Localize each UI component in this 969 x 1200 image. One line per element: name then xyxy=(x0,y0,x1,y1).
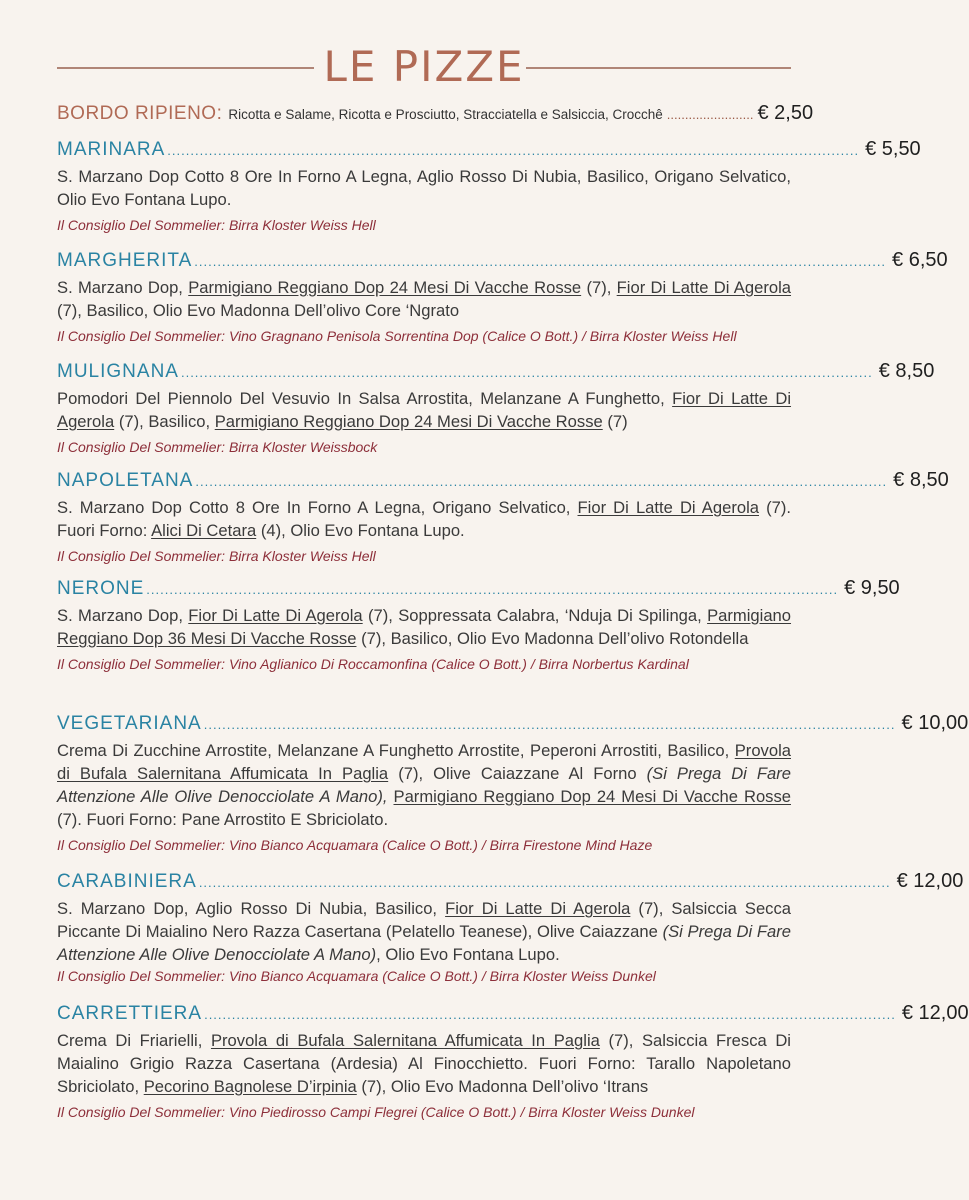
pizza-description: S. Marzano Dop, Fior Di Latte Di Agerola (7), Soppressata Calabra, ‘Nduja Di Spilinga, Parmigiano Reggiano Dop 36 Mesi Di Vacche Rosse (7), Basilico, Olio Evo Madonna Dell’olivo Rotondella xyxy=(57,606,792,648)
sommelier-pairing: Vino Gragnano Penisola Sorrentina Dop (Calice O Bott.) / Birra Kloster Weiss Hell xyxy=(228,328,737,344)
pizza-vegetariana xyxy=(57,712,969,853)
leader-dots: ...................................................................................................................................................... xyxy=(146,582,839,597)
pizza-description: S. Marzano Dop Cotto 8 Ore In Forno A Legna, Origano Selvatico, Fior Di Latte Di Agerola (7). Fuori Forno: Alici Di Cetara (4), Olio Evo Fontana Lupo. xyxy=(57,498,791,540)
sommelier-pairing: Birra Kloster Weissbock xyxy=(228,439,378,455)
pizza-description: Crema Di Zucchine Arrostite, Melanzane A Funghetto Arrostite, Peperoni Arrostiti, Basilico, Provola di Bufala Salernitana Affumicata In Paglia (7), Olive Caiazzane Al Forno (Si Prega Di Fare Attenzione Alle Olive Denocciolate A Mano), Parmigiano Reggiano Dop 24 Mesi Di Vacche Rosse (7). Fuori Forno: Pane Arrostito E Sbriciolato. xyxy=(57,741,792,829)
pizza-name: NAPOLETANA xyxy=(57,470,194,491)
sommelier-label: Il Consiglio Del Sommelier: xyxy=(57,548,226,564)
leader-dots: ...................................................................................................................................................... xyxy=(198,875,891,890)
pizza-price: € 12,00 xyxy=(896,870,964,892)
pizza-price: € 8,50 xyxy=(878,360,935,382)
pizza-price: € 12,00 xyxy=(901,1002,969,1024)
pizza-description: S. Marzano Dop Cotto 8 Ore In Forno A Legna, Aglio Rosso Di Nubia, Basilico, Origano Selvatico, Olio Evo Fontana Lupo. xyxy=(57,167,791,209)
pizza-price: € 8,50 xyxy=(893,469,949,491)
sommelier-label: Il Consiglio Del Sommelier: xyxy=(57,1104,226,1120)
sommelier-suggestion xyxy=(57,328,791,344)
leader-dots: ...................................................................................................................................................... xyxy=(194,254,887,269)
sommelier-pairing: Birra Kloster Weiss Hell xyxy=(228,548,376,564)
sommelier-pairing: Vino Bianco Acquamara (Calice O Bott.) / Birra Firestone Mind Haze xyxy=(228,837,653,853)
sommelier-suggestion xyxy=(57,837,791,853)
pizza-name: CARABINIERA xyxy=(57,871,197,892)
leader-dots: ...................................................................................................................................................... xyxy=(195,474,888,489)
sommelier-label: Il Consiglio Del Sommelier: xyxy=(57,328,226,344)
sommelier-label: Il Consiglio Del Sommelier: xyxy=(57,968,226,984)
pizza-description: Crema Di Friarielli, Provola di Bufala Salernitana Affumicata In Paglia (7), Salsiccia Fresca Di Maialino Grigio Razza Casertana (Ardesia) Al Finocchietto. Fuori Forno: Tarallo Napoletano Sbriciolato, Pecorino Bagnolese D’irpinia (7), Olio Evo Madonna Dell’olivo ‘Itrans xyxy=(57,1031,791,1096)
sommelier-pairing: Vino Bianco Acquamara (Calice O Bott.) / Birra Kloster Weiss Dunkel xyxy=(228,968,656,984)
bordo-price: € 2,50 xyxy=(757,102,814,124)
pizza-margherita xyxy=(57,249,948,344)
pizza-name: MARINARA xyxy=(57,139,166,160)
pizza-name: MULIGNANA xyxy=(57,361,179,382)
sommelier-suggestion xyxy=(57,548,791,564)
pizza-napoletana xyxy=(57,469,949,564)
pizza-name: CARRETTIERA xyxy=(57,1003,203,1024)
bordo-ripieno-row xyxy=(57,102,814,126)
sommelier-pairing: Vino Piedirosso Campi Flegrei (Calice O Bott.) / Birra Kloster Weiss Dunkel xyxy=(228,1104,695,1120)
pizza-carabiniera xyxy=(57,870,964,984)
leader-dots: ........................ xyxy=(666,107,754,122)
sommelier-label: Il Consiglio Del Sommelier: xyxy=(57,837,226,853)
pizza-marinara xyxy=(57,138,921,233)
header-divider-right xyxy=(526,67,791,69)
leader-dots: ...................................................................................................................................................... xyxy=(203,717,896,732)
menu-header xyxy=(57,40,791,100)
sommelier-suggestion xyxy=(57,656,791,672)
pizza-description: S. Marzano Dop, Aglio Rosso Di Nubia, Basilico, Fior Di Latte Di Agerola (7), Salsiccia Secca Piccante Di Maialino Nero Razza Casertana (Pelatello Teanese), Olive Caiazzane (Si Prega Di Fare Attenzione Alle Olive Denocciolate A Mano), Olio Evo Fontana Lupo. xyxy=(57,899,791,964)
sommelier-suggestion xyxy=(57,968,791,984)
pizza-name: NERONE xyxy=(57,578,145,599)
sommelier-pairing: Birra Kloster Weiss Hell xyxy=(228,217,376,233)
page-title: LE PIZZE xyxy=(323,42,525,91)
pizza-price: € 9,50 xyxy=(844,577,900,599)
sommelier-pairing: Vino Aglianico Di Roccamonfina (Calice O Bott.) / Birra Norbertus Kardinal xyxy=(228,656,689,672)
pizza-price: € 10,00 xyxy=(901,712,969,734)
leader-dots: ...................................................................................................................................................... xyxy=(167,143,860,158)
sommelier-suggestion xyxy=(57,439,791,455)
pizza-carrettiera xyxy=(57,1002,969,1120)
bordo-name: BORDO RIPIENO: xyxy=(57,103,223,124)
sommelier-label: Il Consiglio Del Sommelier: xyxy=(57,439,226,455)
leader-dots: ...................................................................................................................................................... xyxy=(204,1007,896,1022)
leader-dots: ...................................................................................................................................................... xyxy=(180,365,873,380)
pizza-mulignana xyxy=(57,360,935,455)
sommelier-label: Il Consiglio Del Sommelier: xyxy=(57,217,226,233)
pizza-price: € 6,50 xyxy=(892,249,948,271)
pizza-name: VEGETARIANA xyxy=(57,713,202,734)
pizza-nerone xyxy=(57,577,900,672)
sommelier-suggestion xyxy=(57,1104,791,1120)
pizza-price: € 5,50 xyxy=(865,138,921,160)
pizza-name: MARGHERITA xyxy=(57,250,193,271)
pizza-description: Pomodori Del Piennolo Del Vesuvio In Salsa Arrostita, Melanzane A Funghetto, Fior Di Latte Di Agerola (7), Basilico, Parmigiano Reggiano Dop 24 Mesi Di Vacche Rosse (7) xyxy=(57,389,792,431)
sommelier-suggestion xyxy=(57,217,791,233)
bordo-description: Ricotta e Salame, Ricotta e Prosciutto, Stracciatella e Salsiccia, Crocchê xyxy=(228,107,663,122)
sommelier-label: Il Consiglio Del Sommelier: xyxy=(57,656,226,672)
pizza-description: S. Marzano Dop, Parmigiano Reggiano Dop 24 Mesi Di Vacche Rosse (7), Fior Di Latte Di Agerola (7), Basilico, Olio Evo Madonna Dell’olivo Core ‘Ngrato xyxy=(57,278,792,320)
